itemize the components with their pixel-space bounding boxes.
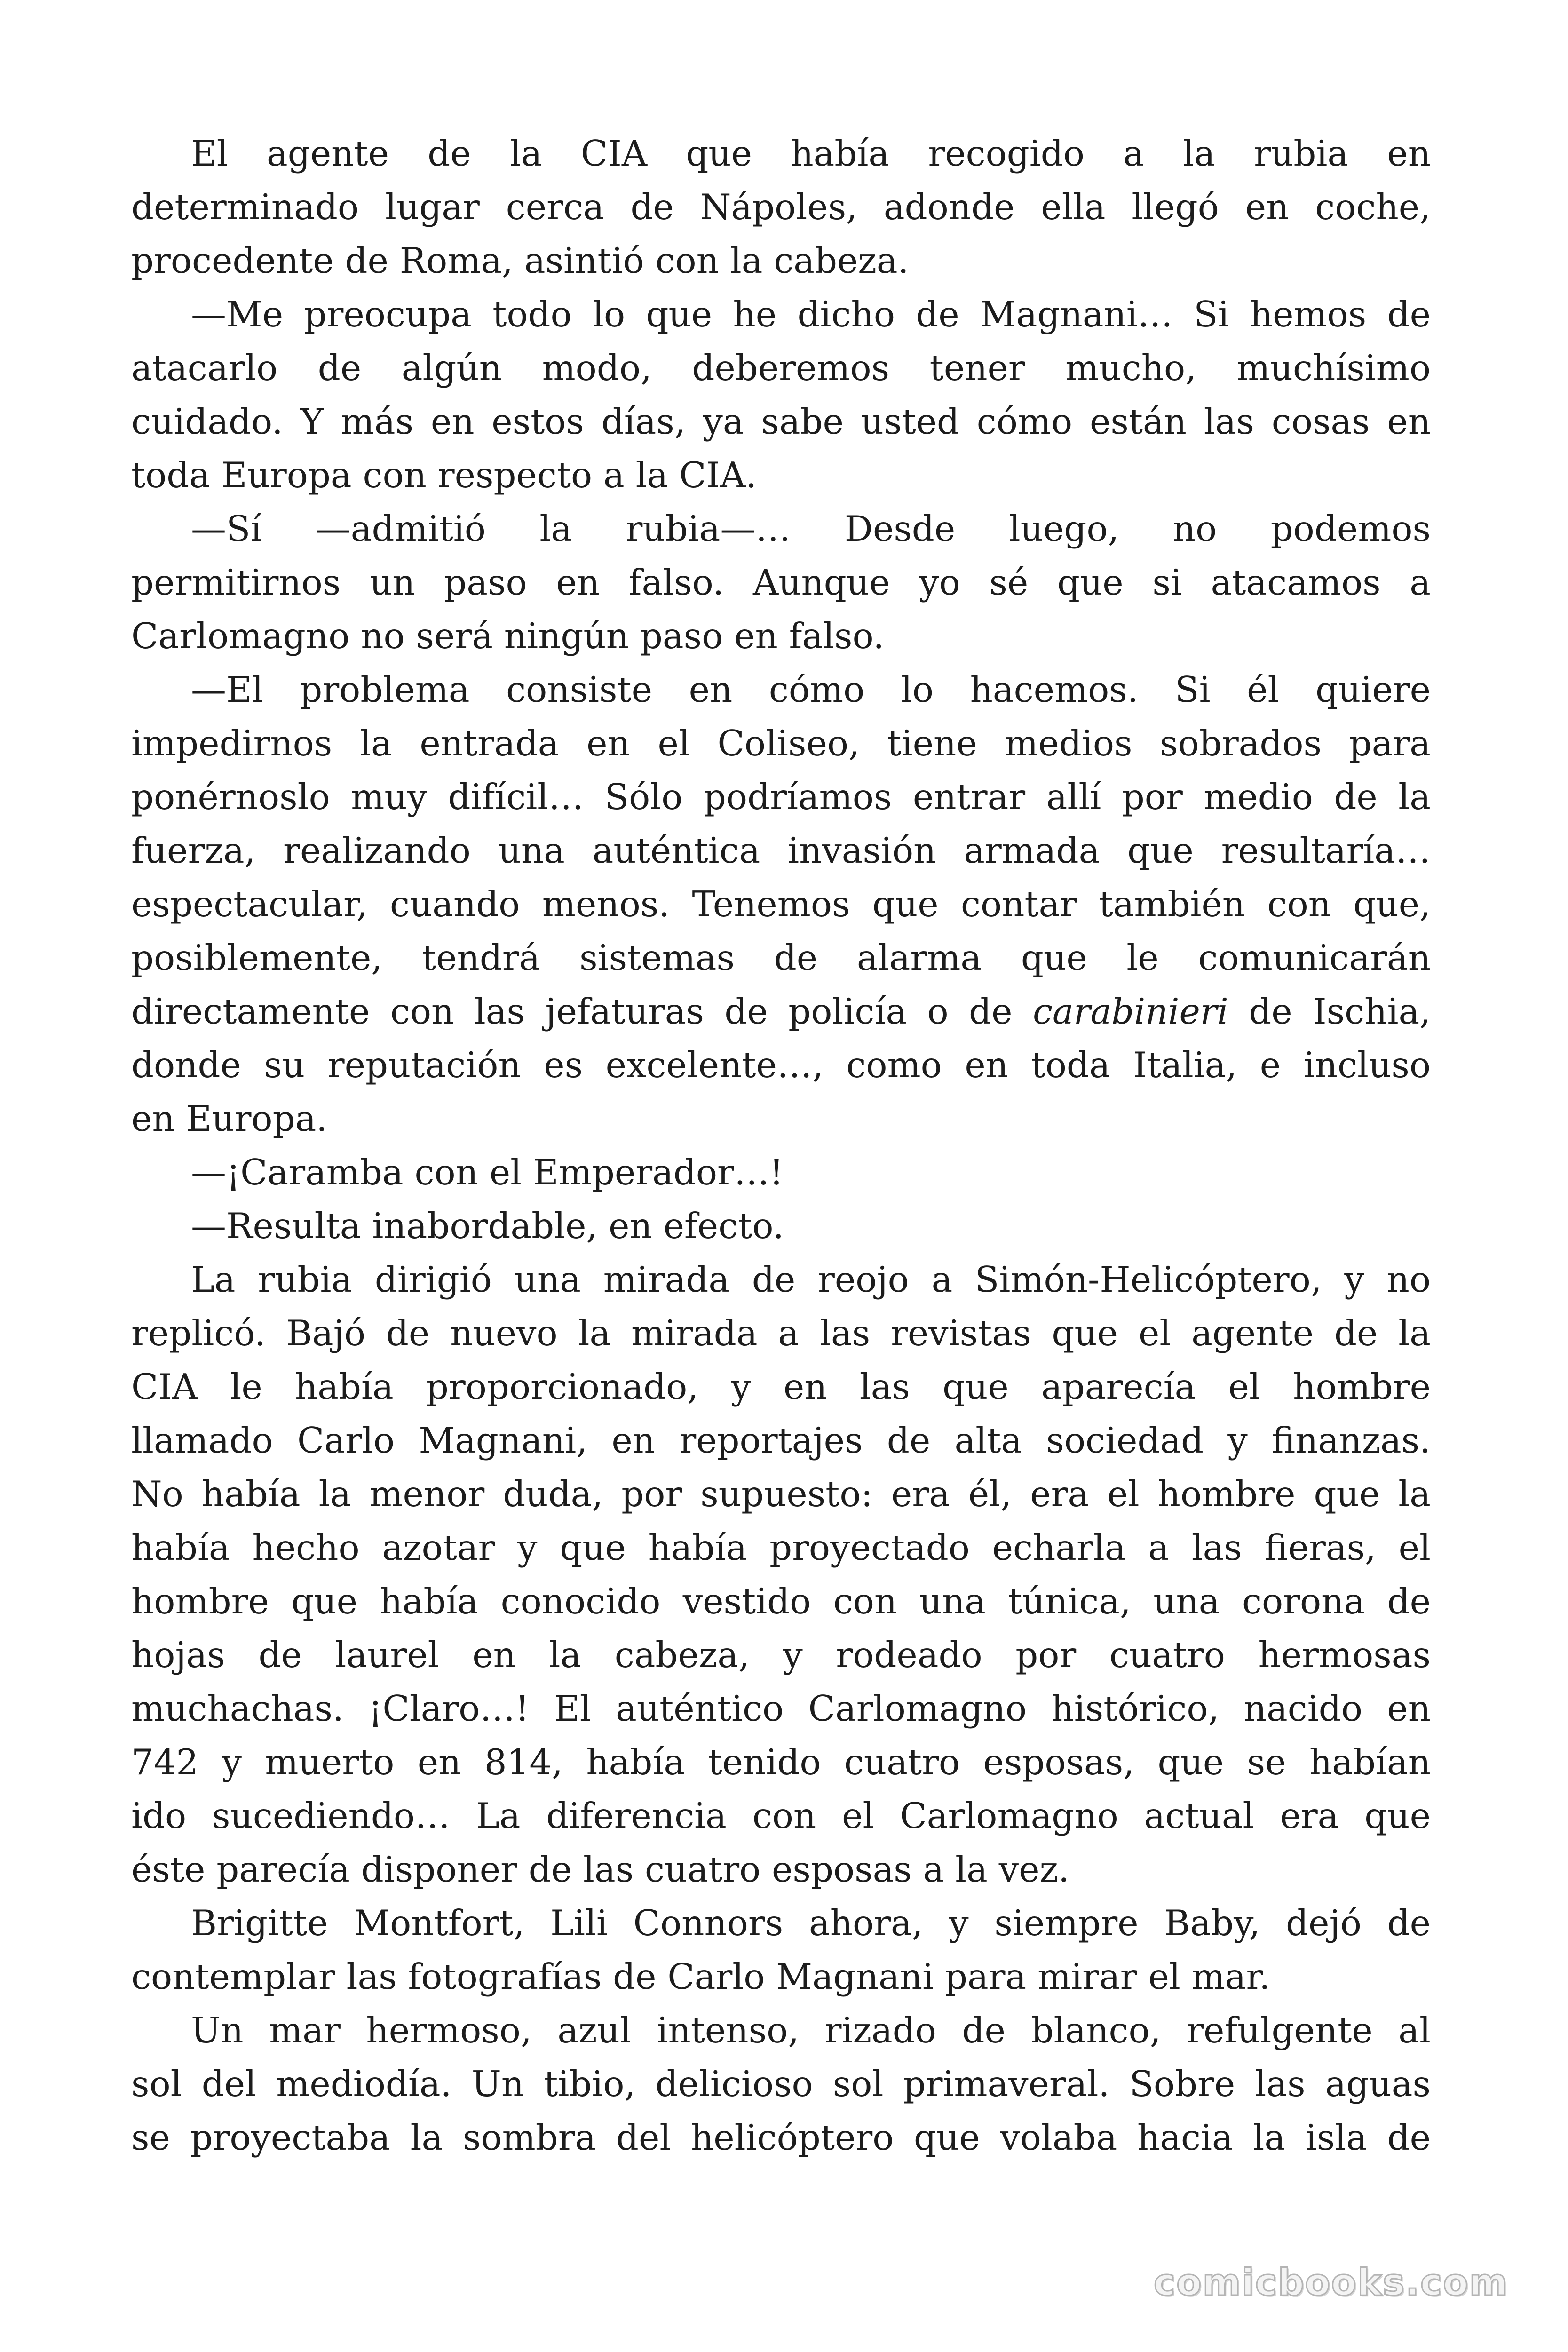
paragraph [131, 1896, 1431, 2003]
page-body [131, 127, 1431, 2164]
line-text: 742 y muerto en 814, había tenido cuatro esposas, que se habían [131, 1741, 1431, 1783]
paragraph [131, 1199, 1431, 1253]
text-line [131, 1843, 1431, 1896]
text-line [131, 180, 1431, 234]
paragraph [131, 1253, 1431, 1896]
line-text: contemplar las fotografías de Carlo Magnani para mirar el mar. [131, 1956, 1270, 1997]
line-text: El agente de la CIA que había recogido a la rubia en [191, 133, 1431, 174]
text-line [131, 234, 1431, 287]
text-line [131, 609, 1431, 663]
text-line [131, 448, 1431, 502]
text-line [131, 2003, 1431, 2057]
text-line [131, 1896, 1431, 1950]
line-text: —¡Caramba con el Emperador…! [191, 1152, 784, 1193]
text-line [131, 287, 1431, 341]
text-line [131, 1306, 1431, 1360]
paragraph [131, 2003, 1431, 2164]
line-text: —Me preocupa todo lo que he dicho de Magnani… Si hemos de [191, 294, 1431, 335]
line-text: había hecho azotar y que había proyectado echarla a las fieras, el [131, 1527, 1431, 1568]
line-text [131, 991, 1431, 1032]
line-text: muchachas. ¡Claro…! El auténtico Carlomagno histórico, nacido en [131, 1688, 1431, 1729]
text-line [131, 1038, 1431, 1092]
line-text: éste parecía disponer de las cuatro esposas a la vez. [131, 1849, 1069, 1890]
line-text: llamado Carlo Magnani, en reportajes de alta sociedad y finanzas. [131, 1420, 1431, 1461]
text-line [131, 1682, 1431, 1735]
line-text: en Europa. [131, 1098, 328, 1139]
text-line [131, 770, 1431, 824]
text-line [131, 931, 1431, 985]
text-segment: directamente con las jefaturas de policía o de [131, 991, 1033, 1032]
text-line [131, 1092, 1431, 1145]
line-text: determinado lugar cerca de Nápoles, adonde ella llegó en coche, [131, 186, 1431, 228]
text-line [131, 1199, 1431, 1253]
line-text: impedirnos la entrada en el Coliseo, tiene medios sobrados para [131, 723, 1431, 764]
line-text: ido sucediendo… La diferencia con el Carlomagno actual era que [131, 1795, 1431, 1836]
line-text: donde su reputación es excelente…, como en toda Italia, e incluso [131, 1044, 1431, 1086]
line-text: fuerza, realizando una auténtica invasión armada que resultaría… [131, 830, 1431, 871]
line-text: Carlomagno no será ningún paso en falso. [131, 615, 885, 657]
line-text: Brigitte Montfort, Lili Connors ahora, y siempre Baby, dejó de [191, 1902, 1431, 1944]
paragraph [131, 502, 1431, 663]
paragraph [131, 287, 1431, 502]
text-line [131, 127, 1431, 180]
line-text: procedente de Roma, asintió con la cabeza. [131, 240, 909, 281]
line-text: atacarlo de algún modo, deberemos tener mucho, muchísimo [131, 347, 1431, 389]
line-text: hojas de laurel en la cabeza, y rodeado por cuatro hermosas [131, 1634, 1431, 1676]
paragraph [131, 1145, 1431, 1199]
text-line [131, 824, 1431, 877]
text-line [131, 2057, 1431, 2111]
text-line [131, 1360, 1431, 1414]
text-line [131, 1950, 1431, 2003]
line-text: No había la menor duda, por supuesto: era él, era el hombre que la [131, 1473, 1431, 1515]
text-line [131, 2111, 1431, 2164]
text-line [131, 341, 1431, 395]
line-text: CIA le había proporcionado, y en las que aparecía el hombre [131, 1366, 1431, 1407]
text-line [131, 716, 1431, 770]
text-line [131, 1628, 1431, 1682]
text-line [131, 556, 1431, 609]
text-line [131, 1521, 1431, 1574]
text-line [131, 663, 1431, 716]
text-segment: de Ischia, [1228, 991, 1431, 1032]
line-text: espectacular, cuando menos. Tenemos que contar también con que, [131, 883, 1431, 925]
line-text: —Sí —admitió la rubia—… Desde luego, no podemos [191, 508, 1431, 549]
text-line [131, 1467, 1431, 1521]
text-line [131, 1145, 1431, 1199]
line-text: se proyectaba la sombra del helicóptero que volaba hacia la isla de [131, 2117, 1431, 2158]
text-line [131, 1574, 1431, 1628]
line-text: hombre que había conocido vestido con una túnica, una corona de [131, 1581, 1431, 1622]
text-line [131, 1735, 1431, 1789]
line-text: replicó. Bajó de nuevo la mirada a las revistas que el agente de la [131, 1312, 1431, 1354]
watermark-logo: comicbooks.com [1153, 2262, 1508, 2304]
line-text: La rubia dirigió una mirada de reojo a Simón-Helicóptero, y no [191, 1259, 1431, 1300]
line-text: ponérnoslo muy difícil… Sólo podríamos entrar allí por medio de la [131, 776, 1431, 818]
text-line [131, 1253, 1431, 1306]
text-line [131, 1414, 1431, 1467]
line-text: toda Europa con respecto a la CIA. [131, 454, 757, 496]
paragraph [131, 663, 1431, 1145]
line-text: sol del mediodía. Un tibio, delicioso sol primaveral. Sobre las aguas [131, 2063, 1431, 2105]
italic-text: carabinieri [1032, 991, 1228, 1032]
line-text: posiblemente, tendrá sistemas de alarma que le comunicarán [131, 937, 1431, 978]
line-text: Un mar hermoso, azul intenso, rizado de blanco, refulgente al [191, 2010, 1431, 2051]
text-line [131, 877, 1431, 931]
line-text: cuidado. Y más en estos días, ya sabe usted cómo están las cosas en [131, 401, 1431, 442]
text-line [131, 1789, 1431, 1843]
text-line [131, 985, 1431, 1038]
line-text: permitirnos un paso en falso. Aunque yo sé que si atacamos a [131, 562, 1431, 603]
paragraph [131, 127, 1431, 287]
line-text: —El problema consiste en cómo lo hacemos. Si él quiere [191, 669, 1431, 710]
line-text: —Resulta inabordable, en efecto. [191, 1205, 784, 1247]
text-line [131, 502, 1431, 556]
text-line [131, 395, 1431, 448]
